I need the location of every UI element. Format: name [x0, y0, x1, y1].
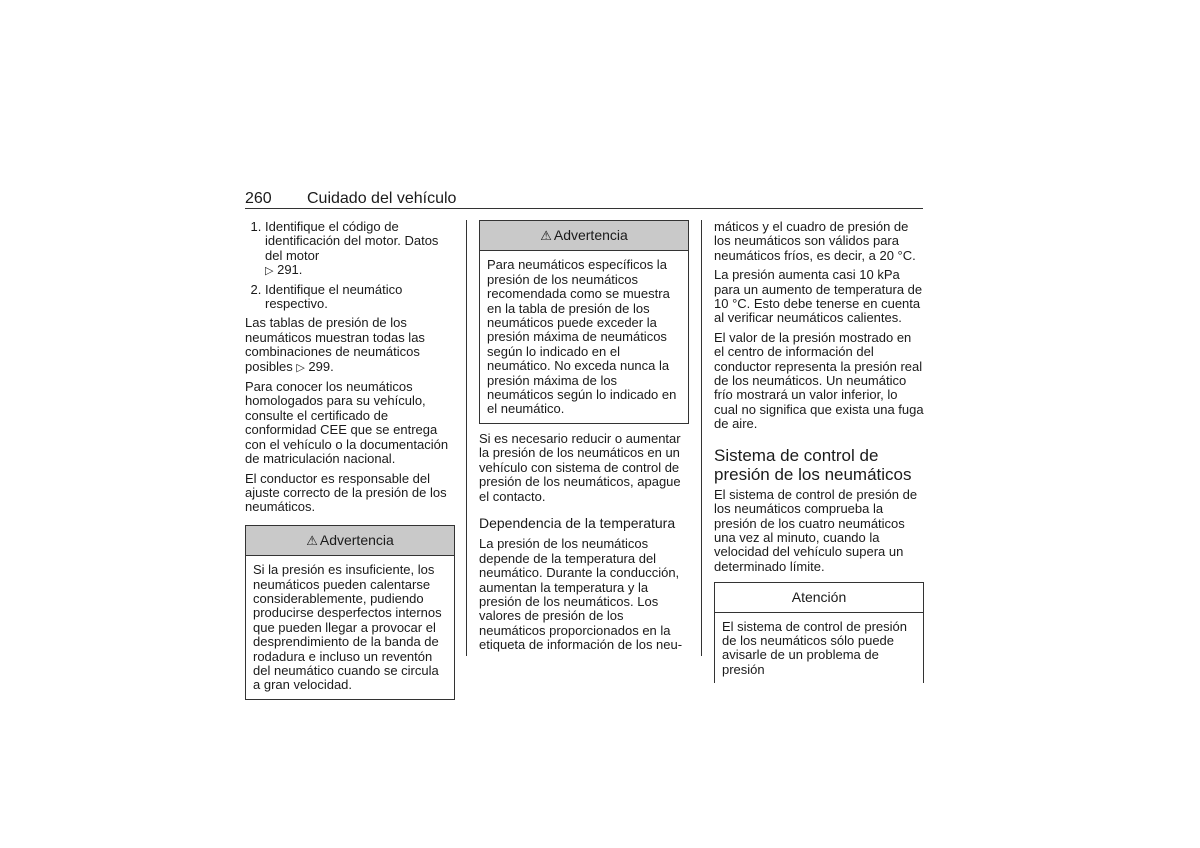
- subheading: Dependencia de la temperatura: [479, 514, 676, 531]
- warning-box-title: [246, 526, 454, 556]
- column-divider-1: [466, 220, 467, 656]
- warning-box-body: [480, 251, 688, 422]
- paragraph: La presión aumenta casi 10 kPa para un aumento de temperatura de 10 °C. Esto debe tenerse en cuenta al verificar neumáticos calientes.: [714, 267, 923, 326]
- warning-box-body: [246, 556, 454, 699]
- paragraph: máticos y el cuadro de presión de los neumáticos son válidos para neumáticos fríos, es decir, a 20 °C.: [714, 219, 916, 263]
- notice-box-body: [715, 613, 923, 684]
- step-item: [265, 220, 455, 279]
- paragraph-ref: 299.: [308, 358, 334, 374]
- reference-arrow-icon: ▷: [296, 361, 305, 374]
- page-number: 260: [245, 190, 272, 207]
- column-divider-2: [701, 220, 702, 656]
- warning-box-title: [480, 221, 688, 251]
- paragraph: La presión de los neumáticos depende de la temperatura del neumático. Durante la conducción, aumentan la temperatura y la presión de los neumáticos. Los valores de presión de los neumáticos proporcionados en la etiqueta de información de los neu-: [479, 536, 683, 653]
- chapter-title: Cuidado del vehículo: [307, 190, 457, 207]
- step-list: [245, 220, 455, 311]
- section-heading: Sistema de control de presión de los neumáticos: [714, 445, 912, 484]
- page-header: [245, 188, 923, 210]
- paragraph-text: Las tablas de presión de los neumáticos muestran todas las combinaciones de neumáticos posibles: [245, 315, 425, 374]
- paragraph: Si es necesario reducir o aumentar la presión de los neumáticos en un vehículo con sistema de control de presión de los neumáticos, apague el contacto.: [479, 430, 681, 504]
- column-2: [479, 220, 689, 658]
- warning-title-text: Advertencia: [553, 227, 628, 243]
- column-1: [245, 220, 455, 706]
- paragraph: El sistema de control de presión de los neumáticos comprueba la presión de los cuatro neumáticos una vez al minuto, cuando la velocidad del vehículo supera un determinado límite.: [714, 486, 918, 574]
- warning-title-text: Advertencia: [319, 531, 394, 548]
- column-3: [714, 220, 924, 683]
- warning-triangle-icon: ⚠: [540, 228, 552, 243]
- warning-box: [479, 220, 689, 424]
- step-ref: 291.: [277, 262, 303, 278]
- paragraph: El valor de la presión mostrado en el centro de información del conductor representa la presión real de los neumáticos. Un neumático frío mostrará un valor inferior, lo cual no significa que exista una fuga de aire.: [714, 329, 924, 432]
- reference-arrow-icon: ▷: [265, 265, 274, 278]
- step-item: [265, 283, 455, 312]
- header-rule: [245, 208, 923, 209]
- warning-triangle-icon: ⚠: [306, 532, 318, 548]
- paragraph: [245, 316, 455, 375]
- step-text: Identifique el neumático respectivo.: [265, 281, 403, 312]
- notice-box-title: Atención: [715, 583, 923, 612]
- warning-box: [245, 525, 455, 700]
- warning-body-text: Si la presión es insuficiente, los neumáticos pueden calentarse considerablemente, pudiendo producirse desperfectos internos que pueden llegar a provocar el desprendimiento de la banda de rodadura e incluso un reventón del neumático cuando se circula a gran velocidad.: [253, 562, 442, 693]
- paragraph: El conductor es responsable del ajuste correcto de la presión de los neumáticos.: [245, 470, 447, 515]
- notice-body-text: El sistema de control de presión de los neumáticos sólo puede avisarle de un problema de presión: [722, 618, 907, 677]
- notice-box: [714, 582, 924, 683]
- step-text: Identifique el código de identificación del motor. Datos del motor: [265, 219, 439, 263]
- paragraph: Para conocer los neumáticos homologados para su vehículo, consulte el certificado de conformidad CEE que se entrega con el vehículo o la documentación de matriculación nacional.: [245, 379, 449, 467]
- warning-body-text: Para neumáticos específicos la presión de los neumáticos recomendada como se muestra en la tabla de presión de los neumáticos puede exceder la presión máxima de neumáticos según lo indicado en el neumático. No exceda nunca la presión máxima de los neumáticos según lo indicado en el neumático.: [487, 257, 677, 417]
